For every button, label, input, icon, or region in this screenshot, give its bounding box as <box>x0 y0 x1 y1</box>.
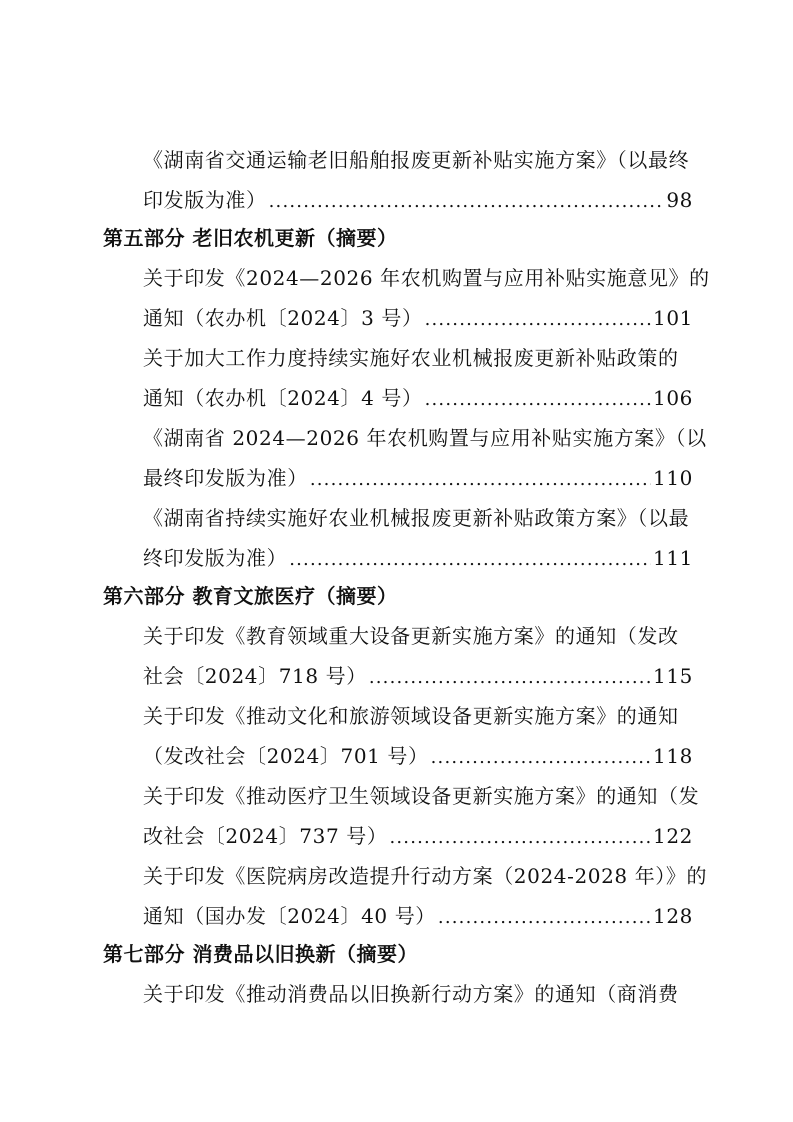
dot-leader <box>431 738 651 778</box>
toc-entry-text: 关于印发《2024—2026 年农机购置与应用补贴实施意见》的 <box>143 266 710 290</box>
toc-entry-text: 关于印发《推动消费品以旧换新行动方案》的通知（商消费 <box>143 982 679 1006</box>
toc-entry-text: 关于印发《推动文化和旅游领域设备更新实施方案》的通知 <box>143 704 679 728</box>
section-heading: 第六部分 教育文旅医疗（摘要） <box>103 584 398 608</box>
toc-page-number: 118 <box>653 744 693 768</box>
section-heading: 第七部分 消费品以旧换新（摘要） <box>103 942 418 966</box>
toc-entry-text: 印发版为准） <box>143 188 267 212</box>
toc-entry-text: 改社会〔2024〕737 号） <box>143 824 388 848</box>
toc-entry-text: 通知（国办发〔2024〕40 号） <box>143 904 436 928</box>
toc-entry-leader-line[interactable] <box>143 816 693 858</box>
toc-entry-text: 通知（农办机〔2024〕4 号） <box>143 386 423 410</box>
dot-leader <box>425 300 651 340</box>
toc-entry-leader-line[interactable] <box>143 736 693 778</box>
toc-page-number: 111 <box>653 546 693 570</box>
toc-page-number: 98 <box>666 188 693 212</box>
toc-page-number: 106 <box>653 386 693 410</box>
toc-page-number: 110 <box>653 466 693 490</box>
toc-entry-text: 关于印发《教育领域重大设备更新实施方案》的通知（发改 <box>143 624 679 648</box>
toc-entry-text: 通知（农办机〔2024〕3 号） <box>143 306 423 330</box>
section-heading: 第五部分 老旧农机更新（摘要） <box>103 226 398 250</box>
toc-entry-text: 关于印发《医院病房改造提升行动方案（2024-2028 年）》的 <box>143 864 708 888</box>
toc-entry-text: 最终印发版为准） <box>143 466 308 490</box>
toc-entry-leader-line[interactable] <box>143 298 693 340</box>
dot-leader <box>425 380 651 420</box>
toc-entry-text: 《湖南省持续实施好农业机械报废更新补贴政策方案》（以最 <box>143 506 690 530</box>
toc-entry-text: 《湖南省 2024—2026 年农机购置与应用补贴实施方案》（以 <box>143 426 707 450</box>
toc-entry-text: 关于印发《推动医疗卫生领域设备更新实施方案》的通知（发 <box>143 784 700 808</box>
toc-entry-text: 《湖南省交通运输老旧船舶报废更新补贴实施方案》（以最终 <box>143 148 690 172</box>
dot-leader <box>310 460 651 500</box>
dot-leader <box>269 182 665 222</box>
dot-leader <box>369 658 651 698</box>
toc-page-number: 101 <box>653 306 693 330</box>
toc-page-number: 115 <box>653 664 693 688</box>
dot-leader <box>438 898 651 938</box>
dot-leader <box>389 818 651 858</box>
toc-entry-text: （发改社会〔2024〕701 号） <box>143 744 429 768</box>
toc-entry-text: 社会〔2024〕718 号） <box>143 664 367 688</box>
toc-entry-leader-line[interactable] <box>143 458 693 500</box>
toc-entry-leader-line[interactable] <box>143 180 693 222</box>
toc-page-number: 128 <box>653 904 693 928</box>
toc-entry-text: 关于加大工作力度持续实施好农业机械报废更新补贴政策的 <box>143 346 679 370</box>
toc-entry-text: 终印发版为准） <box>143 546 288 570</box>
toc-entry-leader-line[interactable] <box>143 656 693 698</box>
toc-page-number: 122 <box>653 824 693 848</box>
toc-entry-leader-line[interactable] <box>143 378 693 420</box>
dot-leader <box>289 540 651 580</box>
toc-entry-leader-line[interactable] <box>143 538 693 580</box>
toc-entry-leader-line[interactable] <box>143 896 693 938</box>
